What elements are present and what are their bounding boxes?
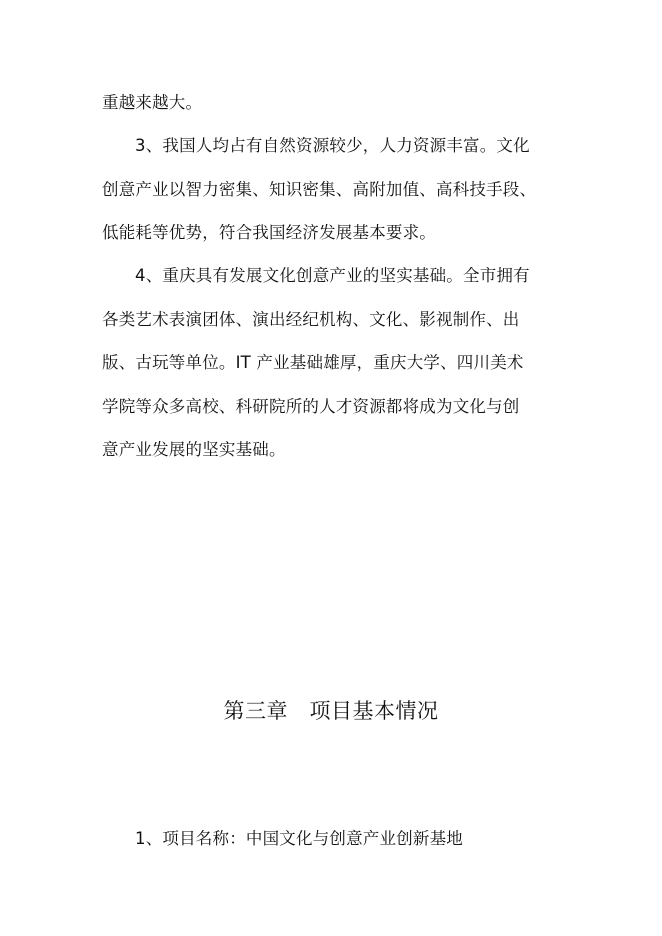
paragraph-line: 重越来越大。 bbox=[102, 93, 203, 112]
paragraph-line: 各类艺术表演团体、演出经纪机构、文化、影视制作、出 bbox=[102, 310, 520, 329]
paragraph-line: 意产业发展的坚实基础。 bbox=[102, 440, 286, 459]
paragraph-line: 3、我国人均占有自然资源较少，人力资源丰富。文化 bbox=[135, 136, 530, 155]
chapter-heading: 第三章 项目基本情况 bbox=[223, 699, 439, 723]
paragraph-line: 低能耗等优势，符合我国经济发展基本要求。 bbox=[102, 223, 436, 242]
paragraph-line: 4、重庆具有发展文化创意产业的坚实基础。全市拥有 bbox=[135, 266, 530, 285]
paragraph-line: 学院等众多高校、科研院所的人才资源都将成为文化与创 bbox=[102, 397, 520, 416]
paragraph-line: 创意产业以智力密集、知识密集、高附加值、高科技手段、 bbox=[102, 180, 537, 199]
paragraph-line: 版、古玩等单位。IT 产业基础雄厚，重庆大学、四川美术 bbox=[102, 353, 524, 372]
item-line: 1、项目名称：中国文化与创意产业创新基地 bbox=[135, 829, 463, 848]
